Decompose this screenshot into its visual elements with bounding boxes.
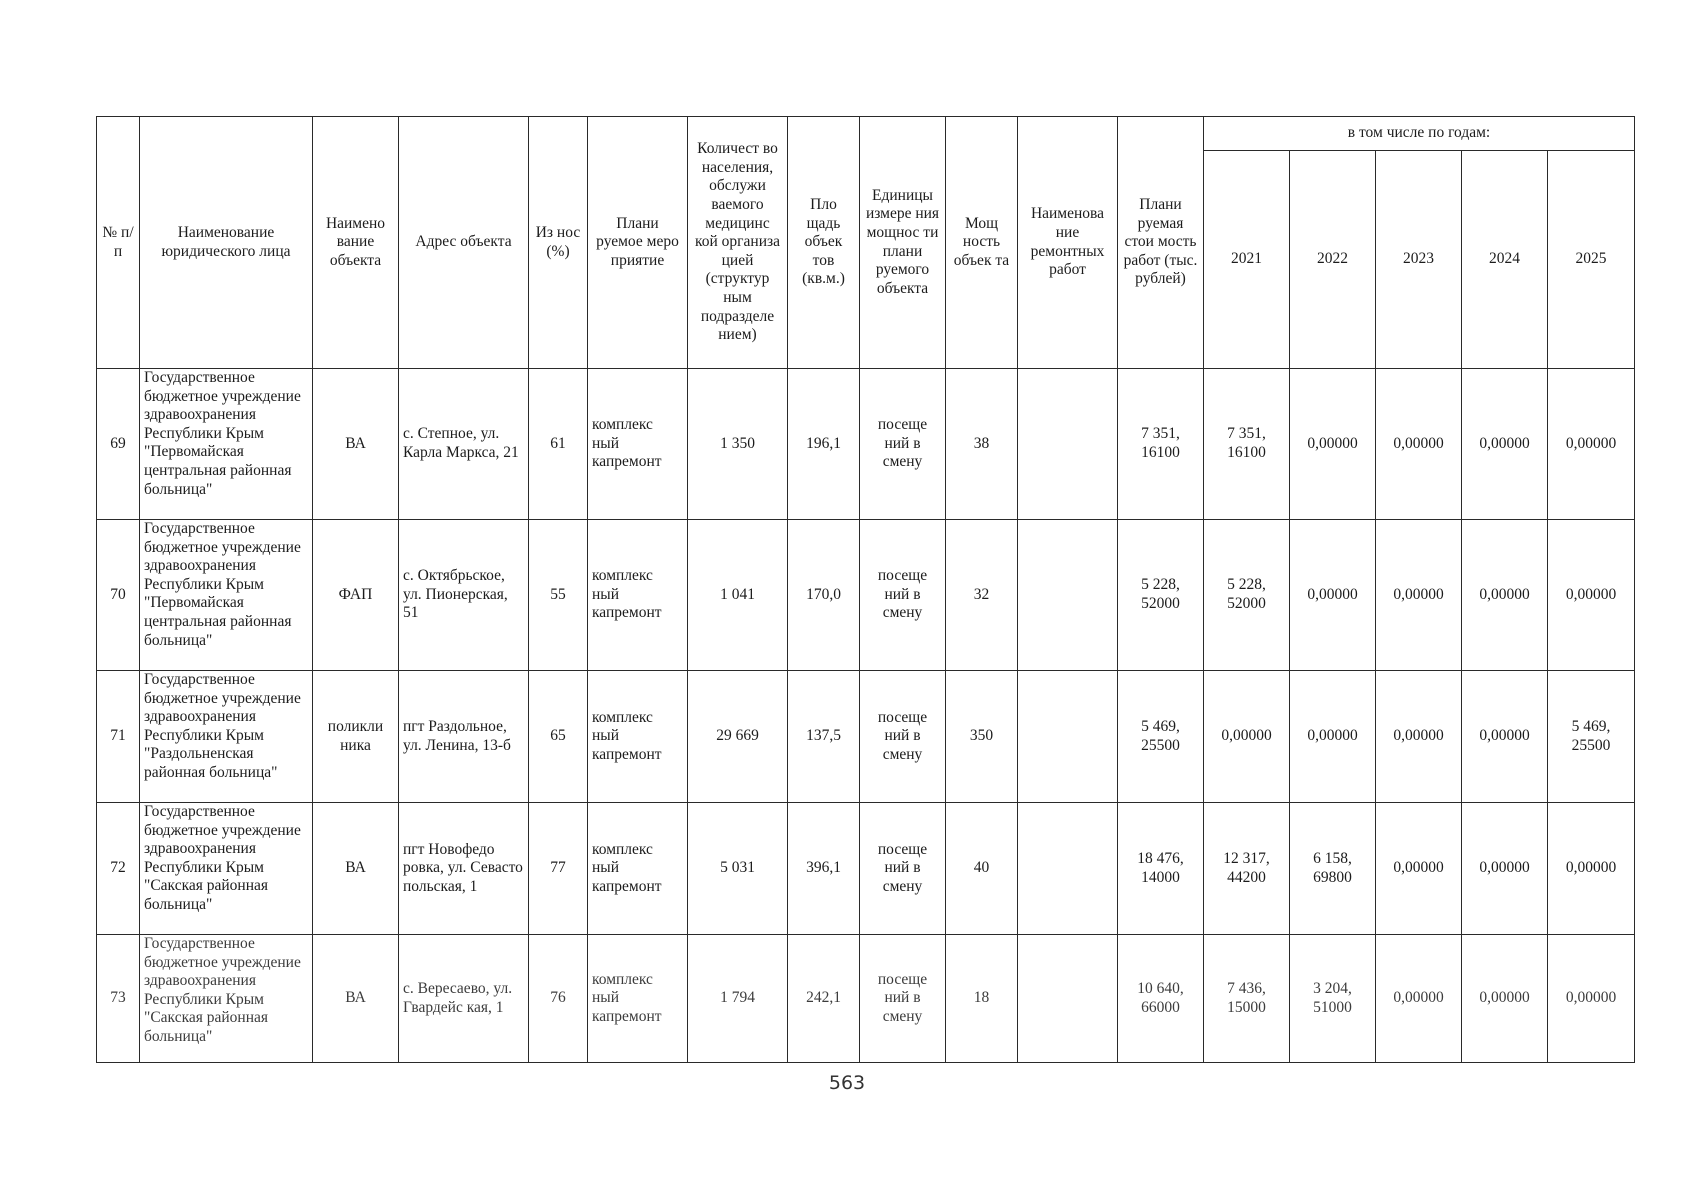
cell-measure: комплекс ный капремонт (588, 935, 688, 1063)
header-year: 2021 (1204, 151, 1290, 369)
cell-num: 71 (97, 671, 140, 803)
cell-address: пгт Новофедо ровка, ул. Севасто польская, 1 (399, 803, 529, 935)
cell-measure: комплекс ный капремонт (588, 671, 688, 803)
cell-area: 242,1 (788, 935, 860, 1063)
cell-wear: 76 (529, 935, 588, 1063)
header-planned-cost: Плани руемая стои мость работ (тыс. рублей) (1118, 117, 1204, 369)
cell-address: пгт Раздольное, ул. Ленина, 13-б (399, 671, 529, 803)
cell-object: ВА (313, 935, 399, 1063)
cell-year-2022: 3 204, 51000 (1290, 935, 1376, 1063)
cell-year-2024: 0,00000 (1462, 671, 1548, 803)
cell-year-2025: 0,00000 (1548, 520, 1635, 671)
cell-year-2022: 0,00000 (1290, 671, 1376, 803)
header-capacity-units: Единицы измере ния мощнос ти плани руемого объекта (860, 117, 946, 369)
cell-capacity: 32 (946, 520, 1018, 671)
cell-year-2021: 5 228, 52000 (1204, 520, 1290, 671)
cell-year-2025: 0,00000 (1548, 369, 1635, 520)
cell-entity: Государственное бюджетное учреждение здравоохранения Республики Крым "Раздольненская районная больница" (140, 671, 313, 803)
cell-year-2024: 0,00000 (1462, 803, 1548, 935)
header-num: № п/п (97, 117, 140, 369)
cell-repair (1018, 369, 1118, 520)
cell-area: 396,1 (788, 803, 860, 935)
cell-wear: 55 (529, 520, 588, 671)
header-capacity: Мощ ность объек та (946, 117, 1018, 369)
header-by-years: в том числе по годам: (1204, 117, 1635, 151)
cell-cost: 5 228, 52000 (1118, 520, 1204, 671)
cell-area: 137,5 (788, 671, 860, 803)
cell-cost: 7 351, 16100 (1118, 369, 1204, 520)
cell-population: 1 350 (688, 369, 788, 520)
cell-entity: Государственное бюджетное учреждение здравоохранения Республики Крым "Первомайская центральная районная больница" (140, 520, 313, 671)
cell-year-2025: 0,00000 (1548, 935, 1635, 1063)
cell-measure: комплекс ный капремонт (588, 520, 688, 671)
cell-population: 5 031 (688, 803, 788, 935)
table-row (97, 803, 1635, 935)
cell-object: поликли ника (313, 671, 399, 803)
cell-units: посеще ний в смену (860, 935, 946, 1063)
cell-repair (1018, 803, 1118, 935)
header-legal-entity: Наименование юридического лица (140, 117, 313, 369)
cell-population: 1 794 (688, 935, 788, 1063)
cell-units: посеще ний в смену (860, 803, 946, 935)
cell-year-2021: 0,00000 (1204, 671, 1290, 803)
header-wear: Из нос (%) (529, 117, 588, 369)
page-number: 563 (828, 1072, 866, 1094)
header-planned-measure: Плани руемое меро приятие (588, 117, 688, 369)
cell-address: с. Вересаево, ул. Гвардейс кая, 1 (399, 935, 529, 1063)
cell-year-2023: 0,00000 (1376, 803, 1462, 935)
cell-measure: комплекс ный капремонт (588, 369, 688, 520)
table-row (97, 935, 1635, 1063)
cell-area: 170,0 (788, 520, 860, 671)
cell-object: ВА (313, 369, 399, 520)
header-year: 2024 (1462, 151, 1548, 369)
cell-num: 69 (97, 369, 140, 520)
header-year: 2022 (1290, 151, 1376, 369)
cell-object: ВА (313, 803, 399, 935)
cell-units: посеще ний в смену (860, 520, 946, 671)
cell-wear: 65 (529, 671, 588, 803)
cell-area: 196,1 (788, 369, 860, 520)
cell-year-2022: 0,00000 (1290, 369, 1376, 520)
cell-population: 1 041 (688, 520, 788, 671)
cell-year-2024: 0,00000 (1462, 935, 1548, 1063)
cell-population: 29 669 (688, 671, 788, 803)
cell-year-2022: 0,00000 (1290, 520, 1376, 671)
cell-capacity: 350 (946, 671, 1018, 803)
table-row (97, 520, 1635, 671)
cell-repair (1018, 520, 1118, 671)
cell-year-2023: 0,00000 (1376, 935, 1462, 1063)
cell-wear: 61 (529, 369, 588, 520)
cell-units: посеще ний в смену (860, 369, 946, 520)
cell-cost: 5 469, 25500 (1118, 671, 1204, 803)
header-address: Адрес объекта (399, 117, 529, 369)
header-repair-works: Наименова ние ремонтных работ (1018, 117, 1118, 369)
header-area: Пло щадь объек тов (кв.м.) (788, 117, 860, 369)
cell-capacity: 18 (946, 935, 1018, 1063)
table-row (97, 369, 1635, 520)
cell-year-2024: 0,00000 (1462, 369, 1548, 520)
cell-repair (1018, 671, 1118, 803)
cell-entity: Государственное бюджетное учреждение здравоохранения Республики Крым "Сакская районная больница" (140, 803, 313, 935)
cell-measure: комплекс ный капремонт (588, 803, 688, 935)
cell-year-2021: 12 317, 44200 (1204, 803, 1290, 935)
header-year: 2025 (1548, 151, 1635, 369)
cell-object: ФАП (313, 520, 399, 671)
cell-year-2024: 0,00000 (1462, 520, 1548, 671)
cell-entity: Государственное бюджетное учреждение здравоохранения Республики Крым "Сакская районная больница" (140, 935, 313, 1063)
cell-entity: Государственное бюджетное учреждение здравоохранения Республики Крым "Первомайская центральная районная больница" (140, 369, 313, 520)
cell-capacity: 40 (946, 803, 1018, 935)
cell-cost: 10 640, 66000 (1118, 935, 1204, 1063)
cell-year-2022: 6 158, 69800 (1290, 803, 1376, 935)
cell-year-2023: 0,00000 (1376, 369, 1462, 520)
cell-address: с. Октябрьское, ул. Пионерская, 51 (399, 520, 529, 671)
cell-repair (1018, 935, 1118, 1063)
cell-capacity: 38 (946, 369, 1018, 520)
header-year: 2023 (1376, 151, 1462, 369)
cell-year-2025: 0,00000 (1548, 803, 1635, 935)
cell-year-2025: 5 469, 25500 (1548, 671, 1635, 803)
cell-year-2023: 0,00000 (1376, 671, 1462, 803)
cell-units: посеще ний в смену (860, 671, 946, 803)
cell-address: с. Степное, ул. Карла Маркса, 21 (399, 369, 529, 520)
cell-year-2021: 7 351, 16100 (1204, 369, 1290, 520)
cell-year-2023: 0,00000 (1376, 520, 1462, 671)
capital-repair-table (96, 116, 1635, 1063)
table-row (97, 671, 1635, 803)
header-population: Количест во населения, обслужи ваемого медицинс кой организа цией (структур ным подразделе нием) (688, 117, 788, 369)
cell-num: 73 (97, 935, 140, 1063)
cell-cost: 18 476, 14000 (1118, 803, 1204, 935)
cell-num: 72 (97, 803, 140, 935)
cell-wear: 77 (529, 803, 588, 935)
cell-num: 70 (97, 520, 140, 671)
cell-year-2021: 7 436, 15000 (1204, 935, 1290, 1063)
header-object-name: Наимено вание объекта (313, 117, 399, 369)
